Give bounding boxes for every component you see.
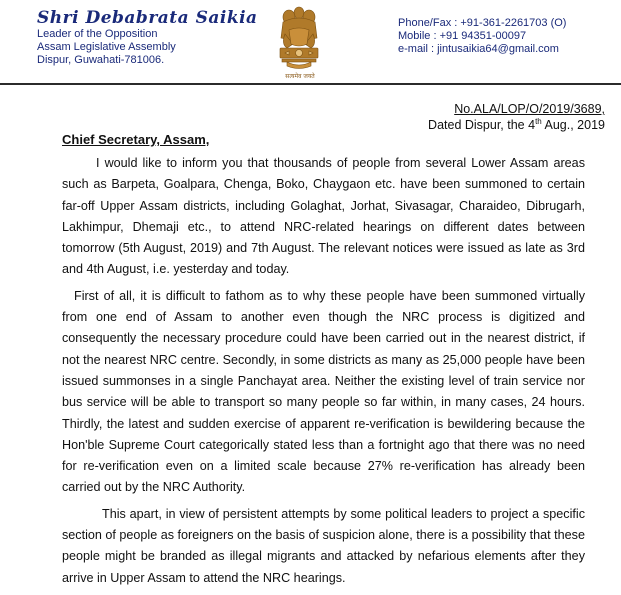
sender-title-line: Leader of the Opposition bbox=[37, 28, 158, 40]
reference-date bbox=[428, 117, 605, 133]
reference-number: No.ALA/LOP/O/2019/3689, bbox=[454, 102, 605, 116]
sender-address-line: Dispur, Guwahati-781006. bbox=[37, 54, 165, 66]
state-emblem-icon bbox=[273, 4, 325, 78]
email-line: e-mail : jintusaikia64@gmail.com bbox=[398, 43, 559, 55]
addressee: Chief Secretary, Assam, bbox=[62, 132, 210, 147]
sender-block bbox=[37, 8, 258, 67]
sender-title-line: Assam Legislative Assembly bbox=[37, 41, 176, 53]
body-paragraph: I would like to inform you that thousands of people from several Lower Assam areas such as Barpeta, Goalpara, Chenga, Boko, Chaygaon etc. have been summoned to certain far-off Upper Assam districts, including Golaghat, Jorhat, Sivasagar, Charaideo, Dibrugarh, Lakhimpur, Dhemaji etc., to attend NRC-related hearings on different dates between tomorrow (5th August, 2019) and 7th August. The relevant notices were issued as late as 3rd and 4th August, i.e. yesterday and today. bbox=[62, 156, 585, 277]
sender-name: Shri Debabrata Saikia bbox=[37, 8, 258, 28]
body-paragraph: First of all, it is difficult to fathom as to why these people have been summoned virtually from one end of Assam to another even though the NRC process is digitized and consequently the necessary procedure could have been carried out in the nearest district, if not the nearest NRC centre. Secondly, in some districts as many as 25,000 people have been issued summonses in a single Panchayat area. Neither the existing level of train service nor bus service will be able to transport so many people so far within, in many cases, 24 hours. Thirdly, the latest and sudden exercise of apparent re-verification is bewildering because the Hon'ble Supreme Court categorically stated less than a fortnight ago that there was no need for re-verification even on a limited scale because 27% re-verification has already been carried out by the NRC Authority. bbox=[62, 288, 585, 495]
date-prefix: Dated Dispur, the 4 bbox=[428, 118, 536, 132]
reference-block bbox=[428, 101, 605, 133]
mobile-line: Mobile : +91 94351-00097 bbox=[398, 30, 527, 42]
body-paragraph: This apart, in view of persistent attempts by some political leaders to project a specific section of people as foreigners on the basis of suspicion alone, there is a possibility that these people might be branded as illegal migrants and attacked by nefarious elements after they arrive in Upper Assam to attend the NRC hearings. bbox=[62, 506, 585, 585]
phone-fax-line: Phone/Fax : +91-361-2261703 (O) bbox=[398, 17, 567, 29]
contact-block bbox=[398, 17, 566, 56]
letter-body bbox=[62, 153, 585, 594]
emblem-motto: सत्यमेव जयते bbox=[285, 73, 315, 80]
date-rest: Aug., 2019 bbox=[541, 118, 605, 132]
letterhead-divider bbox=[0, 83, 621, 85]
letterhead bbox=[0, 0, 621, 82]
date-ordinal: th bbox=[535, 116, 542, 126]
